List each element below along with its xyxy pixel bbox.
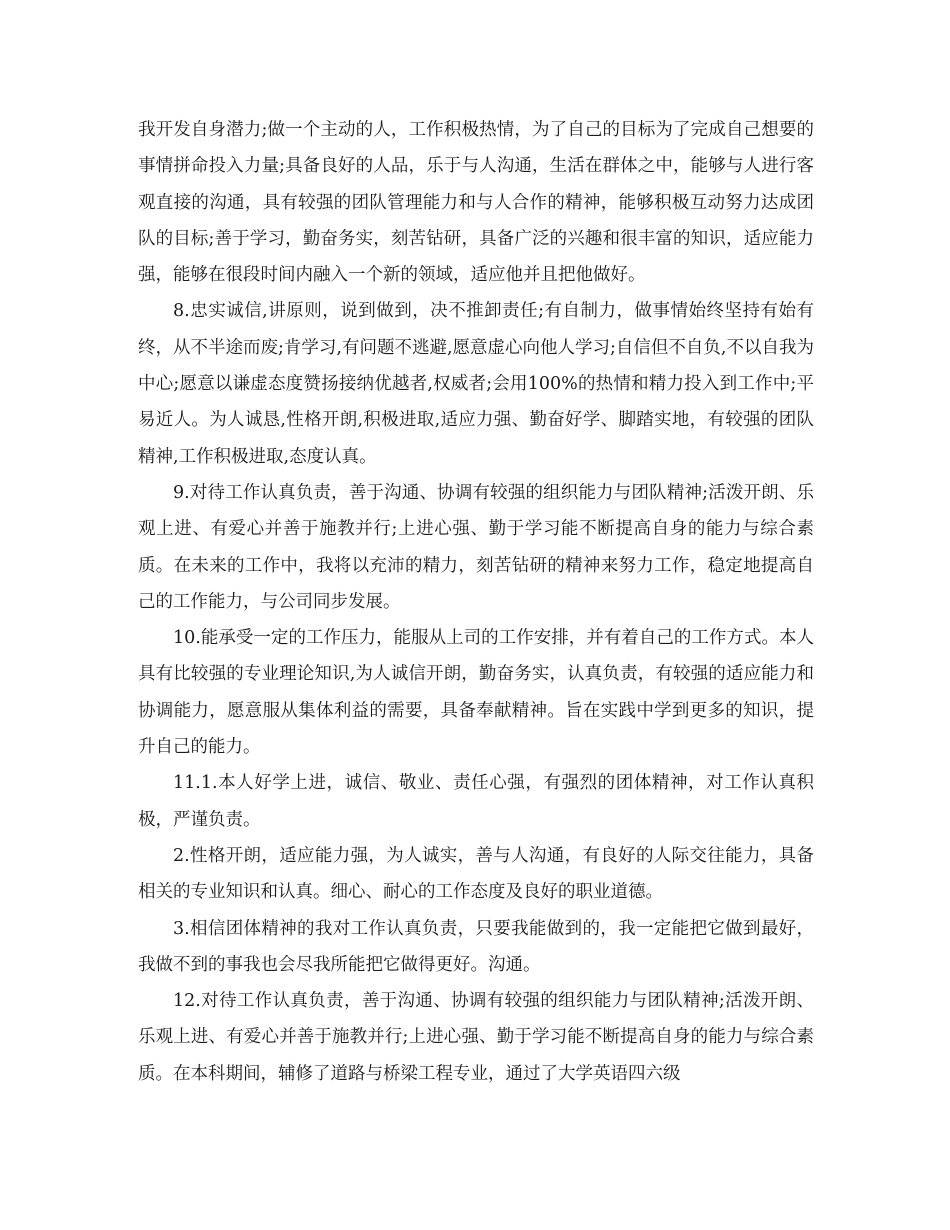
paragraph-item-11-1: 11.1.本人好学上进，诚信、敬业、责任心强，有强烈的团体精神，对工作认真积极，严谨负责。 <box>138 773 814 830</box>
paragraph-item-11-3: 3.相信团体精神的我对工作认真负责，只要我能做到的，我一定能把它做到最好，我做不到的事我也会尽我所能把它做得更好。沟通。 <box>138 918 814 975</box>
paragraph-continuation: 我开发自身潜力;做一个主动的人，工作积极热情，为了自己的目标为了完成自己想要的事情拼命投入力量;具备良好的人品，乐于与人沟通，生活在群体之中，能够与人进行客观直接的沟通，具有较强的团队管理能力和与人合作的精神，能够积极互动努力达成团队的目标;善于学习，勤奋务实，刻苦钻研，具备广泛的兴趣和很丰富的知识，适应能力强，能够在很段时间内融入一个新的领域，适应他并且把他做好。 <box>138 120 814 286</box>
paragraph-item-10: 10.能承受一定的工作压力，能服从上司的工作安排，并有着自己的工作方式。本人具有比较强的专业理论知识,为人诚信开朗，勤奋务实，认真负责，有较强的适应能力和协调能力，愿意服从集体利益的需要，具备奉献精神。旨在实践中学到更多的知识，提升自己的能力。 <box>138 628 814 758</box>
paragraph-item-8: 8.忠实诚信,讲原则，说到做到，决不推卸责任;有自制力，做事情始终坚持有始有终，从不半途而废;肯学习,有问题不逃避,愿意虚心向他人学习;自信但不自负,不以自我为中心;愿意以谦虚态度赞扬接纳优越者,权威者;会用100%的热情和精力投入到工作中;平易近人。为人诚恳,性格开朗,积极进取,适应力强、勤奋好学、脚踏实地，有较强的团队精神,工作积极进取,态度认真。 <box>138 301 814 467</box>
document-body <box>138 112 814 1092</box>
paragraph-item-9: 9.对待工作认真负责，善于沟通、协调有较强的组织能力与团队精神;活泼开朗、乐观上进、有爱心并善于施教并行;上进心强、勤于学习能不断提高自身的能力与综合素质。在未来的工作中，我将以充沛的精力，刻苦钻研的精神来努力工作，稳定地提高自己的工作能力，与公司同步发展。 <box>138 482 814 612</box>
paragraph-item-11-2: 2.性格开朗，适应能力强，为人诚实，善与人沟通，有良好的人际交往能力，具备相关的专业知识和认真。细心、耐心的工作态度及良好的职业道德。 <box>138 845 814 903</box>
paragraph-item-12: 12.对待工作认真负责，善于沟通、协调有较强的组织能力与团队精神;活泼开朗、乐观上进、有爱心并善于施教并行;上进心强、勤于学习能不断提高自身的能力与综合素质。在本科期间，辅修了道路与桥梁工程专业，通过了大学英语四六级 <box>138 991 814 1084</box>
